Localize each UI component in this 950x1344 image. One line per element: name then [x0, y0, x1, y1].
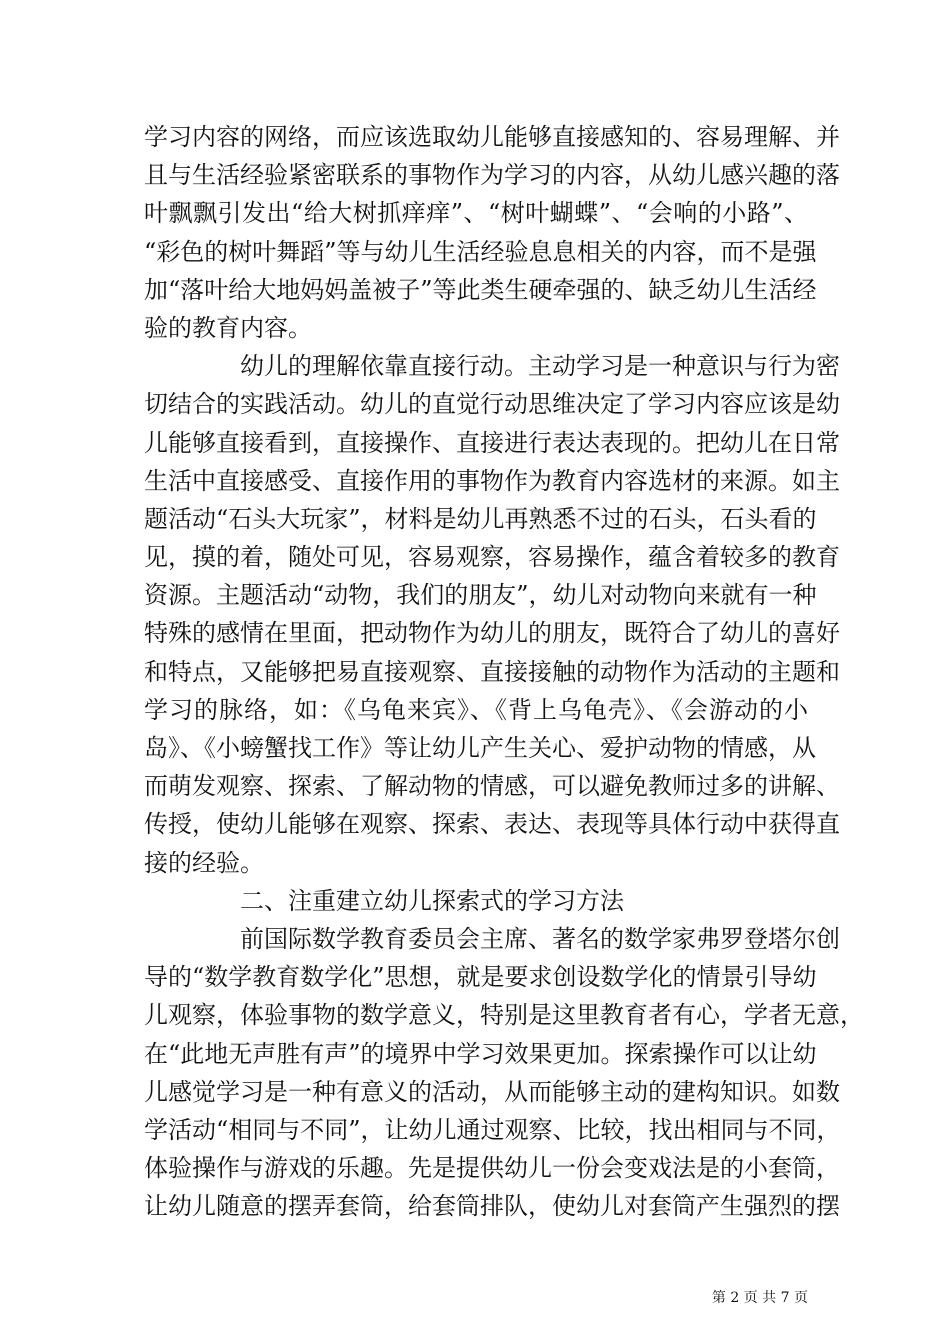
text-line: 特殊的感情在里面，把动物作为幼儿的朋友，既符合了幼儿的喜好	[144, 619, 840, 648]
text-line: 叶飘飘引发出“给大树抓痒痒”、“树叶蝴蝶”、“会响的小路”、	[144, 199, 808, 228]
text-line: 题活动“石头大玩家”，材料是幼儿再熟悉不过的石头，石头看的	[144, 504, 817, 533]
text-line: 传授，使幼儿能够在观察、探索、表达、表现等具体行动中获得直	[144, 810, 840, 839]
text-line: 儿感觉学习是一种有意义的活动，从而能够主动的建构知识。如数	[144, 1077, 840, 1106]
text-line: 切结合的实践活动。幼儿的直觉行动思维决定了学习内容应该是幼	[144, 390, 840, 419]
text-line: 验的教育内容。	[144, 313, 312, 342]
paragraph-start-line: 前国际数学教育委员会主席、著名的数学家弗罗登塔尔创	[240, 924, 840, 953]
text-line: 儿能够直接看到，直接操作、直接进行表达表现的。把幼儿在日常	[144, 428, 840, 457]
text-line: 学习的脉络，如：《乌龟来宾》、《背上乌龟壳》、《会游动的小	[144, 695, 808, 724]
paragraph-start-line: 幼儿的理解依靠直接行动。主动学习是一种意识与行为密	[240, 352, 840, 381]
text-line: 生活中直接感受、直接作用的事物作为教育内容选材的来源。如主	[144, 466, 840, 495]
text-line: 加“落叶给大地妈妈盖被子”等此类生硬牵强的、缺乏幼儿生活经	[144, 275, 817, 304]
text-line: 资源。主题活动“动物，我们的朋友”，幼儿对动物向来就有一种	[144, 581, 817, 610]
text-line: 岛》、《小螃蟹找工作》等让幼儿产生关心、爱护动物的情感，从	[144, 734, 816, 762]
text-line: 在“此地无声胜有声”的境界中学习效果更加。探索操作可以让幼	[144, 1039, 817, 1068]
text-line: 让幼儿随意的摆弄套筒，给套筒排队，使幼儿对套筒产生强烈的摆	[144, 1192, 840, 1221]
text-line: 和特点，又能够把易直接观察、直接接触的动物作为活动的主题和	[144, 657, 840, 686]
section-heading: 二、注重建立幼儿探索式的学习方法	[240, 886, 624, 915]
text-line: 导的“数学教育数学化”思想，就是要求创设数学化的情景引导幼	[144, 963, 817, 992]
body-text	[144, 118, 864, 1225]
text-line: “彩色的树叶舞蹈”等与幼儿生活经验息息相关的内容，而不是强	[144, 237, 817, 266]
text-line: 接的经验。	[144, 848, 264, 877]
page-number-footer: 第 2 页 共 7 页	[711, 1290, 808, 1306]
text-line: 且与生活经验紧密联系的事物作为学习的内容，从幼儿感兴趣的落	[144, 161, 840, 190]
text-line: 学习内容的网络，而应该选取幼儿能够直接感知的、容易理解、并	[144, 123, 840, 151]
text-line: 儿观察，体验事物的数学意义，特别是这里教育者有心，学者无意，	[144, 1001, 864, 1030]
text-line: 体验操作与游戏的乐趣。先是提供幼儿一份会变戏法是的小套筒，	[144, 1154, 840, 1183]
text-line: 学活动“相同与不同”，让幼儿通过观察、比较，找出相同与不同，	[144, 1115, 841, 1144]
text-line: 而萌发观察、探索、了解动物的情感，可以避免教师过多的讲解、	[144, 772, 840, 801]
text-line: 见，摸的着，随处可见，容易观察，容易操作，蕴含着较多的教育	[144, 543, 840, 572]
